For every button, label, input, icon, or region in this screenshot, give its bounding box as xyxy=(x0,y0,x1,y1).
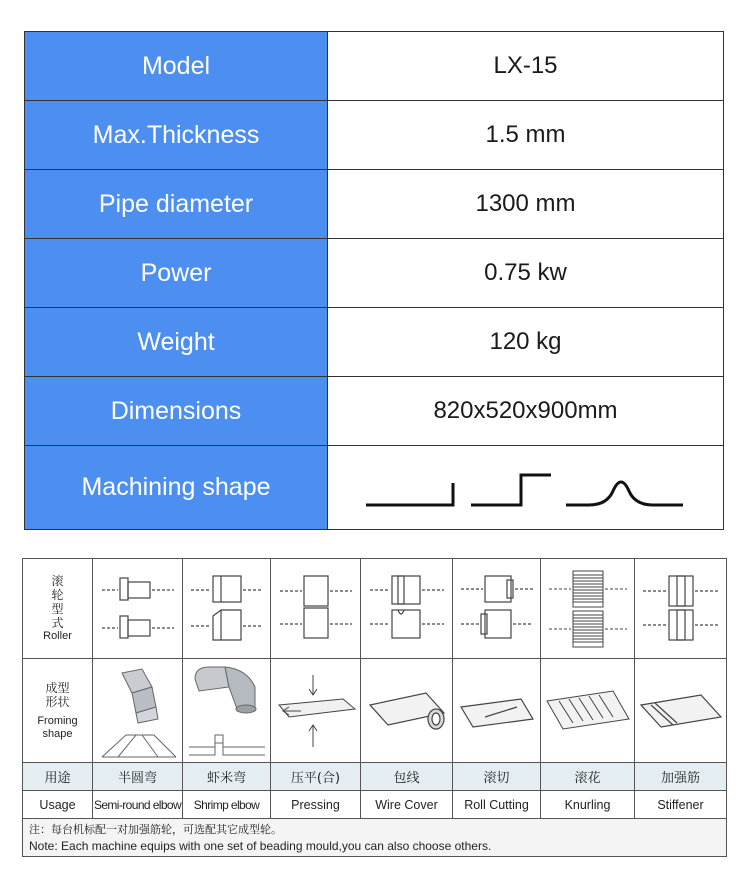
forming-shape-row xyxy=(23,659,727,763)
usage-cn: 加强筋 xyxy=(635,763,727,791)
roll-cutting-roller-icon xyxy=(457,564,537,654)
semi-round-elbow-icon xyxy=(96,661,180,761)
usage-en: Stiffener xyxy=(635,791,727,819)
l-profile-icon xyxy=(366,483,453,505)
roller-shrimp-cell xyxy=(183,559,271,659)
forming-pressing-cell xyxy=(271,659,361,763)
roller-label-cn: 滚轮型式 xyxy=(51,574,64,630)
spec-label: Weight xyxy=(25,308,328,377)
forming-label-en: Froming shape xyxy=(37,714,78,740)
shrimp-roller-icon xyxy=(187,564,267,654)
roller-knurling-cell xyxy=(541,559,635,659)
spec-table xyxy=(24,31,724,530)
usage-en: Semi-round elbow xyxy=(93,791,183,819)
spec-label: Power xyxy=(25,239,328,308)
usage-cn: 滚切 xyxy=(453,763,541,791)
stiffener-roller-icon xyxy=(639,564,723,654)
spec-value: 0.75 kw xyxy=(328,239,724,308)
usage-en: Knurling xyxy=(541,791,635,819)
roll-cutting-shape-icon xyxy=(455,661,539,761)
spec-row-pipe-diameter xyxy=(25,170,724,239)
spec-value: 120 kg xyxy=(328,308,724,377)
machining-shape-profiles-icon xyxy=(361,463,691,513)
roller-label-en: Roller xyxy=(43,630,72,642)
usage-en: Shrimp elbow xyxy=(183,791,271,819)
spec-row-power xyxy=(25,239,724,308)
spec-label: Model xyxy=(25,32,328,101)
forming-label-cn: 成型形状 xyxy=(45,680,70,709)
roller-wire-cover-cell xyxy=(361,559,453,659)
usage-cn-row xyxy=(23,763,727,791)
step-profile-icon xyxy=(471,475,551,505)
forming-knurling-cell xyxy=(541,659,635,763)
spec-label: Machining shape xyxy=(25,446,328,530)
spec-row-dimensions xyxy=(25,377,724,446)
note-row xyxy=(23,819,727,857)
knurling-shape-icon xyxy=(543,661,633,761)
pressing-roller-icon xyxy=(276,564,356,654)
spec-row-weight xyxy=(25,308,724,377)
roller-stiffener-cell xyxy=(635,559,727,659)
spec-value: 1.5 mm xyxy=(328,101,724,170)
note-en: Note: Each machine equips with one set of beading mould,you can also choose others. xyxy=(29,838,492,853)
usage-en-row xyxy=(23,791,727,819)
usage-label-en: Usage xyxy=(23,791,93,819)
usage-cn: 虾米弯 xyxy=(183,763,271,791)
spec-row-thickness xyxy=(25,101,724,170)
forming-stiffener-cell xyxy=(635,659,727,763)
usage-label-cn: 用途 xyxy=(23,763,93,791)
usage-cn: 压平(合) xyxy=(271,763,361,791)
shrimp-elbow-icon xyxy=(185,661,269,761)
roller-roll-cutting-cell xyxy=(453,559,541,659)
usage-cn: 包线 xyxy=(361,763,453,791)
forming-wire-cover-cell xyxy=(361,659,453,763)
note-cn: 注：每台机标配一对加强筋轮，可选配其它成型轮。 xyxy=(29,822,282,836)
pressing-shape-icon xyxy=(273,661,359,761)
spec-row-model xyxy=(25,32,724,101)
forming-roll-cutting-cell xyxy=(453,659,541,763)
usage-cn: 半圆弯 xyxy=(93,763,183,791)
semi-round-roller-icon xyxy=(98,564,178,654)
usage-en: Roll Cutting xyxy=(453,791,541,819)
usage-en: Wire Cover xyxy=(361,791,453,819)
roller-table xyxy=(22,558,727,857)
roller-label-cell xyxy=(23,559,93,659)
spec-label: Max.Thickness xyxy=(25,101,328,170)
roller-row xyxy=(23,559,727,659)
stiffener-shape-icon xyxy=(637,661,725,761)
forming-shrimp-cell xyxy=(183,659,271,763)
knurling-roller-icon xyxy=(545,563,631,655)
roller-pressing-cell xyxy=(271,559,361,659)
spec-label: Dimensions xyxy=(25,377,328,446)
machining-shape-cell xyxy=(328,446,724,530)
usage-cn: 滚花 xyxy=(541,763,635,791)
arc-profile-icon xyxy=(566,482,683,505)
wire-cover-roller-icon xyxy=(366,564,448,654)
wire-cover-shape-icon xyxy=(364,661,450,761)
spec-value: 820x520x900mm xyxy=(328,377,724,446)
forming-semi-round-cell xyxy=(93,659,183,763)
spec-value: LX-15 xyxy=(328,32,724,101)
note-cell xyxy=(23,819,727,857)
roller-semi-round-cell xyxy=(93,559,183,659)
spec-label: Pipe diameter xyxy=(25,170,328,239)
spec-row-machining-shape xyxy=(25,446,724,530)
forming-label-cell xyxy=(23,659,93,763)
usage-en: Pressing xyxy=(271,791,361,819)
spec-value: 1300 mm xyxy=(328,170,724,239)
